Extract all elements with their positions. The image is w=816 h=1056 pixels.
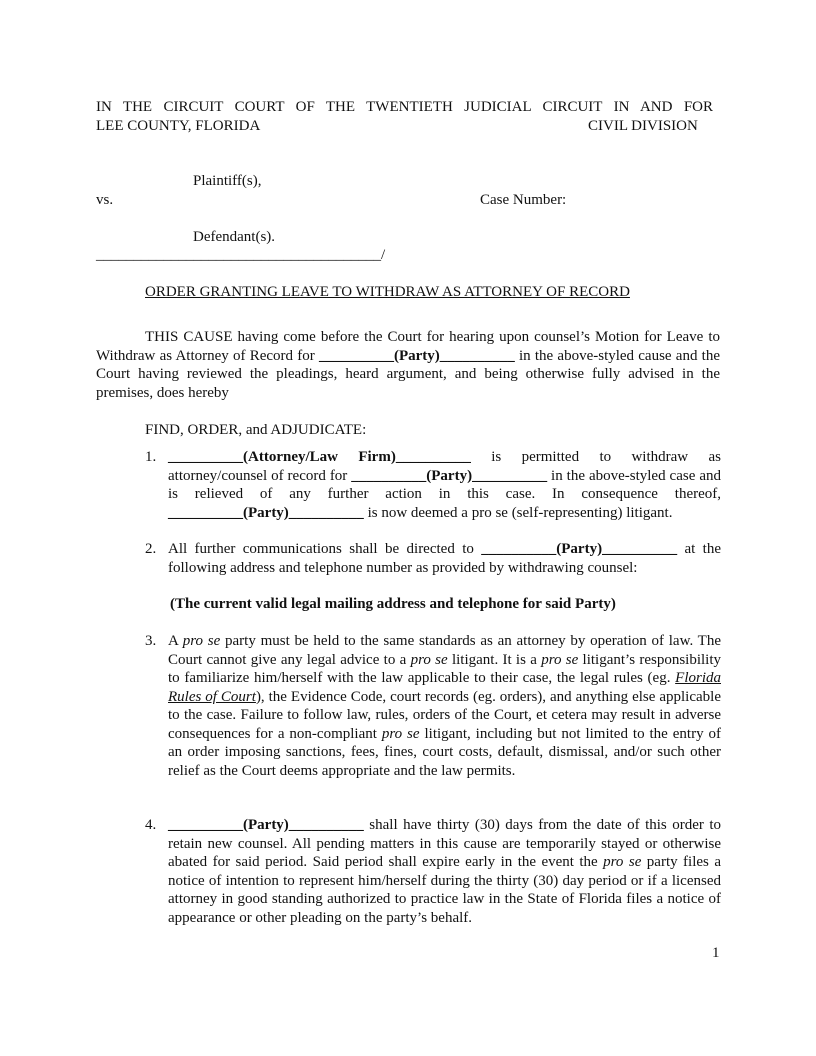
item-body xyxy=(168,816,721,927)
item-text: litigant’s responsibility to familiarize him/herself with the law applicable to their case, the legal rules (eg. xyxy=(168,651,722,686)
party-blank: __________(Party)__________ xyxy=(168,817,364,833)
party-blank: __________(Party)__________ xyxy=(351,467,548,484)
item-text: All further communications shall be directed to xyxy=(168,541,482,557)
item-text: is permitted to withdraw as attorney/counsel of record for xyxy=(168,449,721,484)
item-text: party must be held to the same standards as an attorney by operation of law. The Court cannot give any legal advice to a xyxy=(168,633,721,668)
defendant-label: Defendant(s). xyxy=(193,229,276,245)
plaintiff-label: Plaintiff(s), xyxy=(193,173,262,189)
intro-paragraph xyxy=(96,328,720,402)
intro-text-b: in the above-styled cause and the Court having reviewed the pleadings, heard argument, and being otherwise fully advised in the premises, does hereby xyxy=(96,347,720,401)
address-note: (The current valid legal mailing address and telephone for said Party) xyxy=(170,596,616,612)
item-text: at the following address and telephone number as provided by withdrawing counsel: xyxy=(168,541,721,576)
pro-se-term: pro se xyxy=(381,725,420,742)
item-body xyxy=(168,540,721,577)
florida-rules-reference: Florida Rules of Court xyxy=(168,670,721,705)
item-body xyxy=(168,448,721,522)
pro-se-term: pro se xyxy=(410,651,448,668)
party-blank: __________(Party)__________ xyxy=(168,504,364,521)
order-title: ORDER GRANTING LEAVE TO WITHDRAW AS ATTORNEY OF RECORD xyxy=(145,284,630,300)
pro-se-term: pro se xyxy=(541,651,579,668)
item-number: 4. xyxy=(145,817,157,833)
item-number: 2. xyxy=(145,541,157,557)
item-number: 3. xyxy=(145,633,157,649)
item-number: 1. xyxy=(145,449,157,465)
intro-text-a: THIS CAUSE having come before the Court for hearing upon counsel’s Motion for Leave to Withdraw as Attorney of Record for xyxy=(96,329,720,364)
page-number: 1 xyxy=(712,945,720,961)
item-text: party files a notice of intention to represent him/herself during the thirty (30) day period or if a licensed attorney in good standing authorized to practice law in the State of Florida files a notice of appearance or other pleading on the party’s behalf. xyxy=(168,854,721,926)
item-text: litigant, including but not limited to the entry of an order imposing sanctions, fees, fines, court costs, default, dismissal, and/or such other relief as the Court deems appropriate and the law permits. xyxy=(168,725,722,779)
court-heading-division: CIVIL DIVISION xyxy=(588,118,698,134)
court-heading-line1: IN THE CIRCUIT COURT OF THE TWENTIETH JUDICIAL CIRCUIT IN AND FOR xyxy=(96,99,713,115)
item-body xyxy=(168,632,721,780)
intro-party-blank: __________(Party)__________ xyxy=(318,347,515,364)
court-heading-county: LEE COUNTY, FLORIDA xyxy=(96,118,261,134)
item-text: is now deemed a pro se (self-representing) litigant. xyxy=(363,504,673,521)
item-text: litigant. It is a xyxy=(447,651,542,668)
find-order-heading: FIND, ORDER, and ADJUDICATE: xyxy=(145,422,367,438)
item-text: shall have thirty (30) days from the date of this order to retain new counsel. All pending matters in this cause are temporarily stayed or otherwise abated for said period. Said period shall expire early in the event the xyxy=(168,817,721,870)
item-text: A xyxy=(168,633,183,649)
party-blank: __________(Party)__________ xyxy=(481,541,678,557)
versus-label: vs. xyxy=(96,192,114,208)
pro-se-term: pro se xyxy=(182,633,221,649)
attorney-firm-blank: __________(Attorney/Law Firm)__________ xyxy=(168,449,471,465)
pro-se-term: pro se xyxy=(603,854,642,870)
case-number-label: Case Number: xyxy=(480,192,567,208)
item-text: in the above-styled case and is relieved of any further action in this case. In consequence thereof, xyxy=(168,467,721,502)
caption-rule: ______________________________________/ xyxy=(96,247,386,263)
item-text: ), the Evidence Code, court records (eg. orders), and anything else applicable to the case. Failure to follow law, rules, orders of the Court, et cetera may result in adverse consequences for a non-compliant xyxy=(168,688,721,742)
